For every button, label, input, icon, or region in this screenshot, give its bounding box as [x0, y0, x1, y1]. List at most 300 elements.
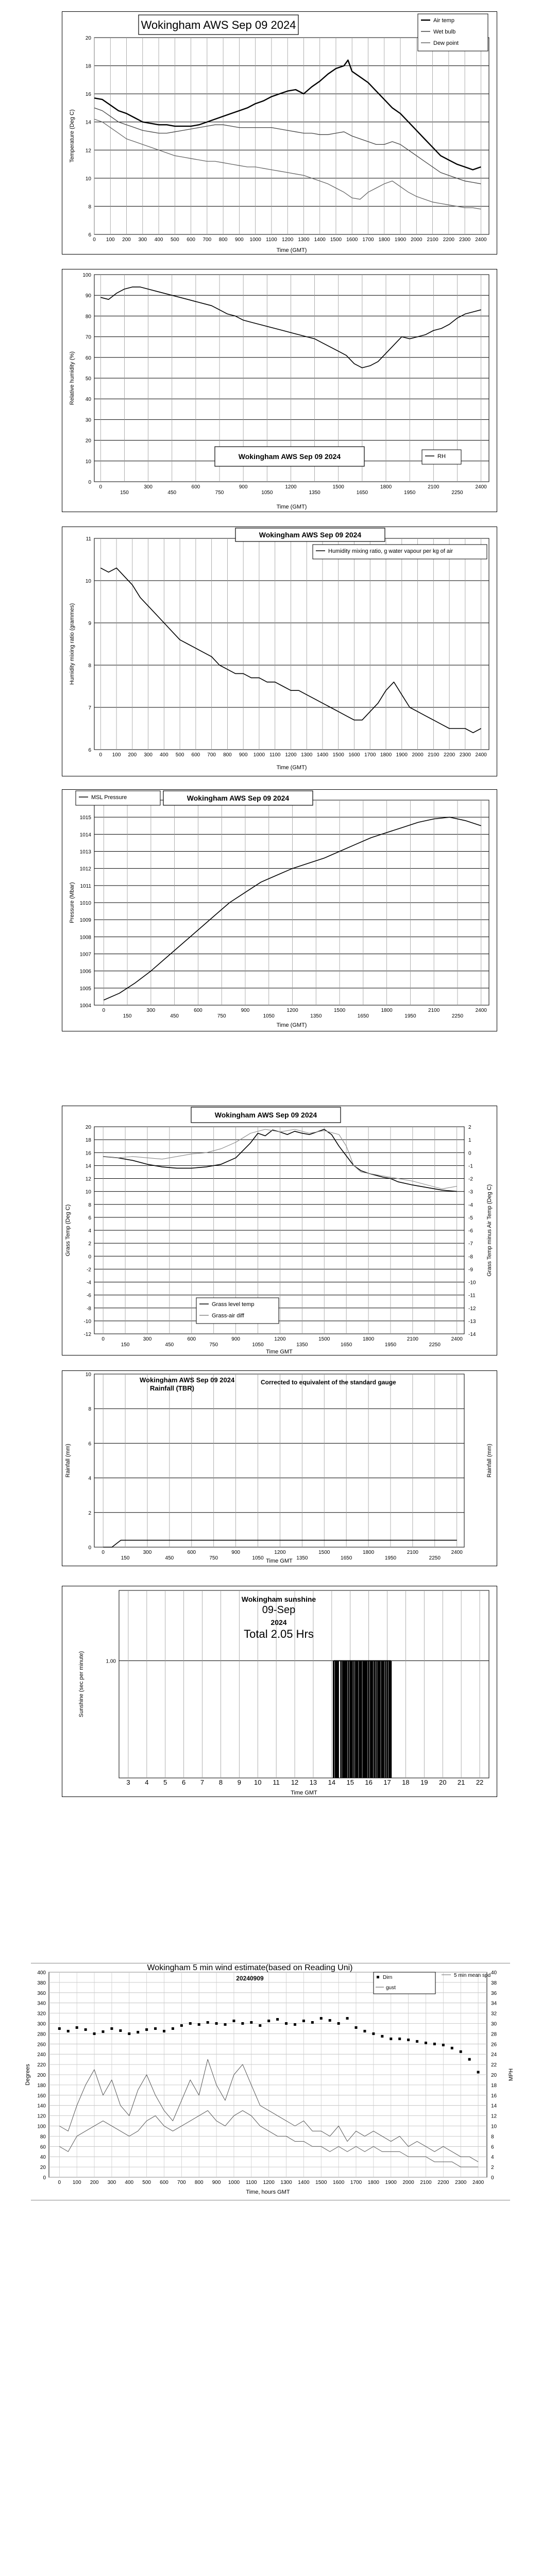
- y-tick-label: 1014: [79, 832, 91, 838]
- y-tick-label: 10: [85, 579, 91, 584]
- x-tick-label: 1600: [333, 2180, 345, 2185]
- y-tick-label: 6: [88, 1215, 91, 1221]
- y-tick-label: 18: [85, 1138, 91, 1144]
- y-tick-label: 320: [37, 2011, 46, 2017]
- x-tick-label: 19: [420, 1778, 428, 1786]
- y-tick-label: 14: [85, 120, 91, 126]
- x-tick-label: 600: [187, 1336, 196, 1342]
- y2-tick-label: -9: [468, 1267, 473, 1273]
- x-tick-label: 450: [170, 1013, 179, 1019]
- direction-point: [451, 2047, 453, 2049]
- y2-tick-label: 1: [468, 1138, 471, 1144]
- x-tick-label: 1200: [285, 752, 297, 758]
- y2-axis-label: Grass Temp minus Air Temp (Deg C): [486, 1184, 493, 1277]
- x-tick-label: 400: [154, 237, 163, 243]
- x-tick-label: 1800: [380, 752, 392, 758]
- direction-point: [93, 2032, 96, 2035]
- x-tick-label: 0: [99, 752, 103, 758]
- x-axis-label: Time GMT: [291, 1790, 317, 1796]
- x-tick-label: 1500: [315, 2180, 327, 2185]
- x-tick-label: 900: [231, 1336, 240, 1342]
- y-tick-label: 12: [85, 148, 91, 154]
- x-tick-label: 1050: [252, 1342, 264, 1348]
- direction-point: [198, 2023, 200, 2026]
- x-tick-label: 600: [191, 484, 200, 490]
- x-axis-label: Time (GMT): [276, 504, 307, 510]
- y-tick-label: 220: [37, 2062, 46, 2069]
- x-tick-label: 100: [112, 752, 121, 758]
- y-tick-label: 20: [85, 36, 91, 41]
- x-tick-label: 1050: [252, 1555, 264, 1561]
- x-tick-label: 450: [167, 490, 177, 496]
- x-tick-label: 2300: [459, 237, 471, 243]
- x-tick-label: 0: [99, 484, 103, 490]
- panel-humidity: [62, 269, 497, 512]
- y2-tick-label: 2: [468, 1125, 471, 1130]
- mixing-ratio-chart: [62, 527, 498, 777]
- y-tick-label: 200: [37, 2073, 46, 2078]
- y-axis-label: Relative humidity (%): [69, 351, 75, 405]
- x-tick-label: 2400: [475, 237, 487, 243]
- x-tick-label: 2250: [429, 1342, 441, 1348]
- chart-subtitle: 09-Sep: [262, 1604, 296, 1616]
- x-tick-label: 100: [106, 237, 115, 243]
- direction-point: [58, 2027, 61, 2030]
- x-tick-label: 400: [160, 752, 168, 758]
- y2-tick-label: 18: [491, 2082, 497, 2089]
- direction-point: [460, 2050, 462, 2053]
- sunshine-chart: [62, 1586, 498, 1798]
- x-tick-label: 1000: [249, 237, 261, 243]
- direction-point: [337, 2022, 340, 2025]
- direction-point: [346, 2017, 349, 2020]
- x-tick-label: 18: [402, 1778, 410, 1786]
- panel-temperature: [62, 11, 497, 255]
- panel-grass-temp: [62, 1106, 497, 1355]
- y2-tick-label: 4: [491, 2155, 494, 2161]
- y-tick-label: 1015: [79, 815, 91, 821]
- direction-point: [425, 2042, 427, 2044]
- y2-tick-label: 24: [491, 2052, 497, 2058]
- x-tick-label: 1950: [384, 1342, 397, 1348]
- x-tick-label: 1350: [296, 1342, 308, 1348]
- y2-tick-label: -2: [468, 1176, 473, 1182]
- legend-label: Humidity mixing ratio, g water vapour per kg of air: [328, 548, 453, 554]
- x-tick-label: 1350: [296, 1555, 308, 1561]
- y-tick-label: 0: [88, 480, 91, 485]
- y2-tick-label: 32: [491, 2011, 497, 2017]
- y-tick-label: 6: [88, 1441, 91, 1447]
- wind-chart: [23, 1962, 520, 2199]
- y-axis-label: Rainfall (mm): [65, 1444, 71, 1478]
- x-tick-label: 2100: [427, 237, 438, 243]
- x-tick-label: 700: [177, 2180, 186, 2185]
- y-tick-label: 20: [85, 1125, 91, 1130]
- y-tick-label: 1008: [79, 935, 91, 941]
- y-tick-label: 2: [88, 1510, 91, 1516]
- x-tick-label: 1800: [362, 1336, 375, 1342]
- x-tick-label: 600: [194, 1008, 202, 1013]
- x-tick-label: 200: [122, 237, 131, 243]
- chart-subtitle: Rainfall (TBR): [150, 1384, 194, 1392]
- y2-tick-label: 8: [491, 2134, 494, 2140]
- x-tick-label: 0: [102, 1336, 105, 1342]
- y2-axis-label: MPH: [508, 2068, 514, 2081]
- x-tick-label: 20: [439, 1778, 447, 1786]
- x-tick-label: 150: [121, 1342, 130, 1348]
- y-tick-label: 6: [88, 748, 91, 753]
- x-tick-label: 1350: [309, 490, 320, 496]
- plot-area: [119, 1590, 489, 1778]
- x-tick-label: 1900: [396, 752, 408, 758]
- direction-point: [163, 2030, 165, 2032]
- x-tick-label: 200: [128, 752, 137, 758]
- y-axis-label: Temperature (Deg C): [69, 109, 75, 163]
- y-tick-label: 140: [37, 2103, 46, 2109]
- y-tick-label: 4: [88, 1228, 91, 1234]
- direction-point: [215, 2022, 218, 2025]
- panel-rainfall: [62, 1370, 497, 1566]
- y-tick-label: 1007: [79, 952, 91, 958]
- direction-point: [285, 2022, 288, 2025]
- x-tick-label: 1900: [385, 2180, 397, 2185]
- legend-label: RH: [437, 453, 446, 460]
- x-tick-label: 1300: [301, 752, 313, 758]
- y-tick-label: -2: [87, 1267, 91, 1273]
- y2-tick-label: -11: [468, 1293, 476, 1299]
- direction-point: [145, 2028, 148, 2031]
- x-tick-label: 8: [218, 1778, 223, 1786]
- x-tick-label: 150: [120, 490, 129, 496]
- x-tick-label: 1800: [367, 2180, 380, 2185]
- y-tick-label: 90: [85, 293, 91, 299]
- y2-tick-label: 12: [491, 2113, 497, 2120]
- x-tick-label: 1500: [332, 752, 344, 758]
- y-tick-label: 400: [37, 1970, 46, 1976]
- direction-point: [372, 2032, 375, 2035]
- x-tick-label: 1500: [332, 484, 344, 490]
- x-tick-label: 300: [138, 237, 147, 243]
- x-tick-label: 1950: [404, 1013, 416, 1019]
- x-tick-label: 1100: [269, 752, 281, 758]
- x-tick-label: 2250: [451, 1013, 464, 1019]
- direction-point: [407, 2039, 410, 2041]
- y-tick-label: 18: [85, 63, 91, 70]
- y2-tick-label: 30: [491, 2021, 497, 2027]
- legend-label: Air temp: [433, 18, 454, 24]
- legend-label: Grass level temp: [212, 1301, 255, 1308]
- x-axis-label: Time, hours GMT: [246, 2189, 290, 2195]
- chart-title: Wokingham AWS Sep 09 2024: [187, 794, 290, 803]
- direction-point: [180, 2024, 183, 2027]
- x-tick-label: 1050: [263, 1013, 275, 1019]
- grass-temp-chart: [62, 1106, 498, 1356]
- x-tick-label: 6: [182, 1778, 186, 1786]
- x-tick-label: 1400: [298, 2180, 310, 2185]
- legend-label: Wet bulb: [433, 29, 456, 35]
- x-tick-label: 2400: [475, 484, 487, 490]
- x-tick-label: 12: [291, 1778, 299, 1786]
- x-tick-label: 900: [239, 484, 248, 490]
- x-tick-label: 2200: [443, 237, 454, 243]
- x-tick-label: 200: [90, 2180, 99, 2185]
- direction-point: [224, 2023, 227, 2026]
- x-tick-label: 300: [107, 2180, 116, 2185]
- y2-tick-label: -5: [468, 1215, 473, 1221]
- direction-point: [311, 2021, 314, 2024]
- legend-label: Dew point: [433, 40, 459, 46]
- x-tick-label: 700: [202, 237, 212, 243]
- x-tick-label: 2100: [428, 484, 439, 490]
- chart-title: Wokingham AWS Sep 09 2024: [140, 1376, 235, 1384]
- direction-point: [259, 2024, 261, 2027]
- x-tick-label: 600: [187, 237, 195, 243]
- y2-axis-label: Rainfall (mm): [486, 1444, 493, 1478]
- x-tick-label: 1200: [274, 1336, 286, 1342]
- direction-point: [102, 2030, 104, 2033]
- x-tick-label: 1200: [274, 1550, 286, 1555]
- x-tick-label: 1200: [263, 2180, 275, 2185]
- y-axis-label: Humidity mixing ratio (grammes): [69, 603, 75, 685]
- y-axis-label: Sunshine (sec per minute): [78, 1651, 84, 1718]
- y-tick-label: 1009: [79, 918, 91, 924]
- x-tick-label: 450: [165, 1555, 174, 1561]
- x-tick-label: 1500: [333, 1008, 346, 1013]
- y2-tick-label: 0: [491, 2175, 494, 2181]
- y2-tick-label: 34: [491, 2001, 497, 2007]
- x-tick-label: 450: [165, 1342, 174, 1348]
- y-tick-label: 10: [85, 176, 91, 182]
- x-tick-label: 2000: [412, 752, 424, 758]
- x-tick-label: 2400: [472, 2180, 484, 2185]
- x-tick-label: 5: [163, 1778, 167, 1786]
- y-tick-label: 16: [85, 1150, 91, 1157]
- legend-label: Grass-air diff: [212, 1313, 244, 1319]
- y-tick-label: 0: [88, 1545, 91, 1551]
- direction-point: [119, 2029, 122, 2032]
- y-tick-label: 9: [88, 621, 91, 626]
- chart-year: 2024: [270, 1618, 287, 1626]
- x-tick-label: 2200: [443, 752, 455, 758]
- y-axis-label: Degrees: [25, 2064, 31, 2086]
- y2-tick-label: 22: [491, 2062, 497, 2069]
- direction-point: [398, 2038, 401, 2040]
- y-tick-label: 11: [86, 536, 91, 542]
- direction-point: [276, 2018, 279, 2021]
- x-tick-label: 1800: [381, 1008, 393, 1013]
- y2-tick-label: -7: [468, 1241, 473, 1247]
- x-tick-label: 16: [365, 1778, 373, 1786]
- y2-tick-label: -1: [468, 1163, 473, 1170]
- direction-point: [241, 2022, 244, 2025]
- direction-point: [390, 2038, 392, 2040]
- x-tick-label: 13: [309, 1778, 317, 1786]
- x-tick-label: 1600: [346, 237, 358, 243]
- x-tick-label: 1650: [341, 1555, 352, 1561]
- chart-total: Total 2.05 Hrs: [244, 1628, 314, 1640]
- x-tick-label: 1650: [356, 490, 368, 496]
- chart-title: Wokingham AWS Sep 09 2024: [238, 452, 341, 461]
- x-tick-label: 4: [145, 1778, 149, 1786]
- y-tick-label: 260: [37, 2042, 46, 2048]
- x-tick-label: 1300: [298, 237, 310, 243]
- y-tick-label: 300: [37, 2021, 46, 2027]
- y-tick-label: 8: [88, 204, 91, 210]
- y-tick-label: 50: [85, 376, 91, 382]
- chart-title: Wokingham AWS Sep 09 2024: [214, 1111, 317, 1120]
- y2-tick-label: 14: [491, 2103, 497, 2109]
- x-tick-label: 300: [144, 484, 153, 490]
- plot-area: [94, 38, 489, 234]
- x-tick-label: 2400: [451, 1550, 463, 1555]
- y2-tick-label: 38: [491, 1980, 497, 1986]
- chart-title: Wokingham AWS Sep 09 2024: [141, 18, 296, 31]
- x-tick-label: 1700: [362, 237, 374, 243]
- x-tick-label: 2300: [455, 2180, 467, 2185]
- y2-tick-label: -8: [468, 1254, 473, 1260]
- x-tick-label: 1600: [348, 752, 360, 758]
- y-tick-label: 1006: [79, 969, 91, 975]
- y2-tick-label: 20: [491, 2073, 497, 2078]
- y-tick-label: 160: [37, 2093, 46, 2099]
- x-tick-label: 1500: [318, 1550, 330, 1555]
- y2-tick-label: -10: [468, 1280, 476, 1286]
- y2-tick-label: 26: [491, 2042, 497, 2048]
- y-tick-label: -4: [87, 1280, 91, 1286]
- y-tick-label: 1010: [79, 901, 91, 906]
- x-tick-label: 15: [346, 1778, 354, 1786]
- x-tick-label: 2100: [420, 2180, 432, 2185]
- y-tick-label: 40: [40, 2155, 46, 2161]
- y2-tick-label: 0: [468, 1150, 471, 1157]
- x-tick-label: 22: [476, 1778, 484, 1786]
- x-tick-label: 500: [142, 2180, 151, 2185]
- x-tick-label: 700: [207, 752, 216, 758]
- x-tick-label: 900: [235, 237, 244, 243]
- y2-tick-label: 6: [491, 2144, 494, 2150]
- x-tick-label: 2000: [402, 2180, 414, 2185]
- chart-subtitle: 20240909: [236, 1975, 264, 1982]
- y-tick-label: 80: [40, 2134, 46, 2140]
- x-tick-label: 300: [143, 1336, 152, 1342]
- chart-title: Wokingham 5 min wind estimate(based on Reading Uni): [147, 1963, 353, 1972]
- rainfall-chart: [62, 1371, 498, 1567]
- y-tick-label: 280: [37, 2031, 46, 2038]
- x-tick-label: 2400: [475, 1008, 487, 1013]
- y2-tick-label: -12: [468, 1306, 476, 1312]
- x-axis-label: Time (GMT): [276, 765, 307, 771]
- x-tick-label: 1000: [253, 752, 265, 758]
- x-tick-label: 2100: [407, 1550, 419, 1555]
- x-tick-label: 1500: [330, 237, 342, 243]
- direction-point: [189, 2022, 192, 2025]
- y-tick-label: 30: [85, 417, 91, 423]
- x-tick-label: 2200: [437, 2180, 449, 2185]
- legend-label: 5 min mean spd: [454, 1973, 491, 1978]
- x-tick-label: 300: [144, 752, 153, 758]
- x-tick-label: 1500: [318, 1336, 330, 1342]
- y2-tick-label: 2: [491, 2165, 494, 2171]
- panel-mixing-ratio: [62, 527, 497, 776]
- x-tick-label: 750: [209, 1342, 218, 1348]
- x-tick-label: 2100: [428, 752, 439, 758]
- x-tick-label: 1300: [280, 2180, 292, 2185]
- y-tick-label: 10: [85, 1372, 91, 1378]
- x-tick-label: 1100: [246, 2180, 257, 2185]
- x-tick-label: 3: [126, 1778, 130, 1786]
- x-tick-label: 0: [102, 1008, 106, 1013]
- y-axis-label: Grass Temp (Deg C): [65, 1204, 71, 1257]
- x-tick-label: 1050: [261, 490, 273, 496]
- x-tick-label: 2000: [411, 237, 422, 243]
- y-tick-label: -8: [87, 1306, 91, 1312]
- direction-point: [302, 2020, 305, 2022]
- x-tick-label: 1400: [316, 752, 329, 758]
- x-tick-label: 150: [123, 1013, 132, 1019]
- direction-point: [207, 2021, 209, 2024]
- y-tick-label: 60: [40, 2144, 46, 2150]
- direction-point: [154, 2027, 157, 2030]
- direction-point: [232, 2020, 235, 2022]
- x-tick-label: 1650: [357, 1013, 369, 1019]
- y-tick-label: 1004: [79, 1003, 91, 1009]
- y-tick-label: 8: [88, 1202, 91, 1208]
- y-tick-label: 100: [82, 273, 91, 278]
- legend-label: MSL Pressure: [91, 794, 127, 801]
- x-tick-label: 750: [209, 1555, 218, 1561]
- direction-point: [250, 2021, 252, 2024]
- x-tick-label: 900: [231, 1550, 240, 1555]
- x-tick-label: 1950: [404, 490, 416, 496]
- x-tick-label: 2250: [451, 490, 463, 496]
- y-tick-label: 1011: [80, 883, 91, 889]
- x-tick-label: 1700: [350, 2180, 362, 2185]
- pressure-chart: [62, 790, 498, 1032]
- x-tick-label: 1000: [228, 2180, 240, 2185]
- y-tick-label: 70: [85, 334, 91, 341]
- x-tick-label: 2100: [428, 1008, 440, 1013]
- direction-point: [468, 2058, 471, 2061]
- direction-point: [84, 2028, 87, 2031]
- y-tick-label: 8: [88, 1406, 91, 1413]
- x-tick-label: 1200: [282, 237, 294, 243]
- y-tick-label: 4: [88, 1476, 91, 1482]
- humidity-chart: [62, 269, 498, 513]
- y-tick-label: 80: [85, 314, 91, 320]
- y-axis-label: Pressure (Mbar): [69, 882, 75, 923]
- x-tick-label: 2100: [407, 1336, 419, 1342]
- x-tick-label: 150: [121, 1555, 130, 1561]
- y2-tick-label: 40: [491, 1970, 497, 1976]
- y-tick-label: 14: [85, 1163, 91, 1170]
- x-tick-label: 1700: [364, 752, 376, 758]
- y-tick-label: 100: [37, 2124, 46, 2130]
- direction-point: [416, 2040, 418, 2043]
- x-tick-label: 0: [102, 1550, 105, 1555]
- panel-wind: [23, 1962, 520, 2199]
- y2-tick-label: -13: [468, 1318, 476, 1325]
- x-tick-label: 2400: [475, 752, 487, 758]
- y-tick-label: -12: [83, 1332, 91, 1337]
- x-tick-label: 400: [125, 2180, 134, 2185]
- panel-pressure: [62, 789, 497, 1031]
- y-tick-label: 180: [37, 2082, 46, 2089]
- direction-point: [355, 2026, 358, 2029]
- x-tick-label: 1100: [266, 237, 277, 243]
- y2-tick-label: 36: [491, 1990, 497, 1996]
- x-tick-label: 1800: [378, 237, 390, 243]
- x-axis-label: Time (GMT): [276, 247, 307, 253]
